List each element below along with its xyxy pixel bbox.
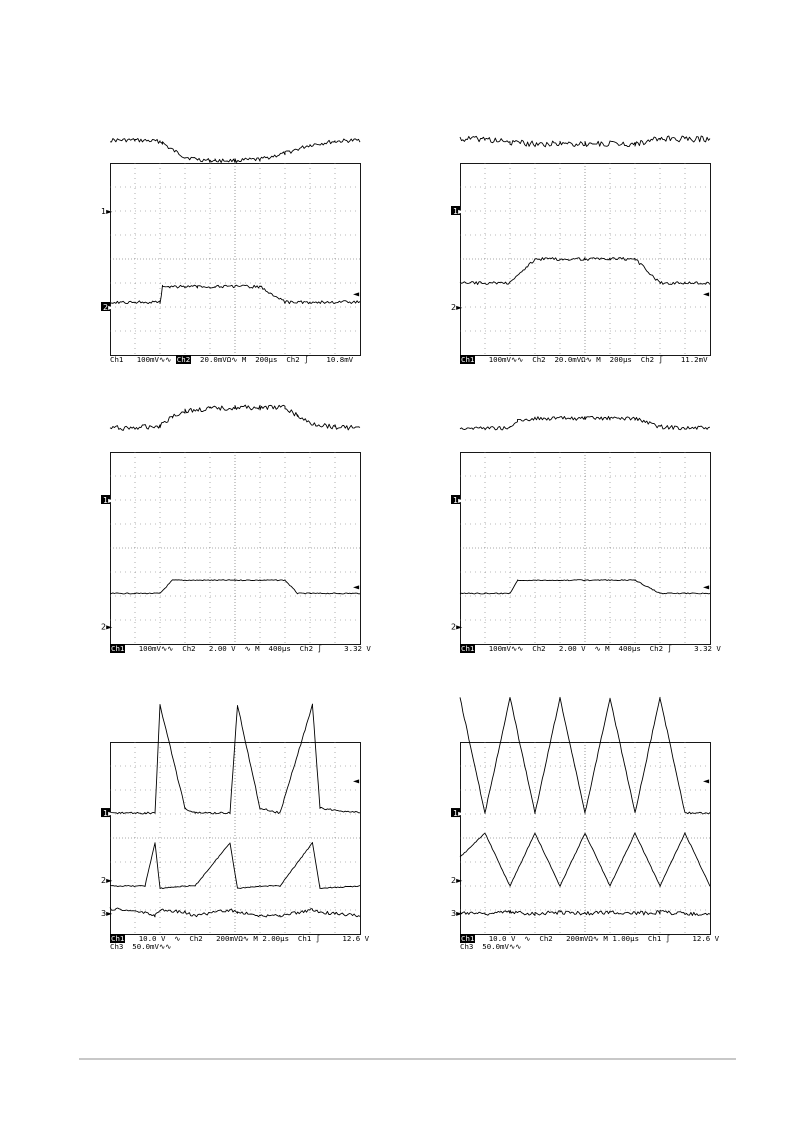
status-text: Ω∿ M 200µs Ch2 ∫ 10.8mV bbox=[226, 355, 354, 364]
scope-capture-6 bbox=[451, 742, 720, 951]
graticule-frame bbox=[111, 743, 361, 935]
graticule-frame bbox=[461, 453, 711, 645]
scope-screen bbox=[451, 452, 712, 644]
status-text: Ch1 100mV bbox=[110, 355, 159, 364]
trigger-level-marker: ◄ bbox=[703, 776, 710, 786]
status-text: ∿∿ bbox=[158, 355, 176, 364]
graticule-frame bbox=[111, 164, 361, 356]
status-text: 100mV∿∿ Ch2 2.00 V ∿ M 400µs Ch2 ∫ 3.32 V bbox=[475, 644, 721, 653]
scope-status-bar bbox=[460, 934, 720, 951]
channel-marker-1 bbox=[101, 808, 115, 818]
svg-text:2►: 2► bbox=[101, 622, 113, 632]
svg-text:1►: 1► bbox=[101, 207, 113, 216]
status-line bbox=[460, 943, 712, 951]
scope-screen bbox=[451, 163, 712, 355]
svg-text:1►: 1► bbox=[103, 496, 115, 505]
status-line bbox=[110, 356, 362, 364]
svg-text:2►: 2► bbox=[451, 303, 463, 312]
status-active-channel: Ch1 bbox=[111, 934, 125, 943]
svg-text:3►: 3► bbox=[451, 908, 463, 918]
scope-screen bbox=[101, 742, 362, 934]
scope-capture-4 bbox=[451, 452, 721, 656]
status-text: 10.0 V ∿ Ch2 200mVΩ∿ M 2.00µs Ch1 ∫ 12.6 V bbox=[125, 934, 370, 943]
svg-text:1►: 1► bbox=[103, 809, 115, 819]
channel-marker-1 bbox=[101, 207, 113, 216]
trigger-level-marker: ◄ bbox=[353, 289, 360, 299]
scope-screen bbox=[101, 163, 362, 355]
channel-marker-3 bbox=[451, 909, 463, 918]
status-line bbox=[460, 644, 721, 653]
channel-marker-2 bbox=[451, 876, 463, 885]
status-line bbox=[460, 356, 712, 364]
scope-status-bar bbox=[110, 356, 362, 364]
waveform-ch3 bbox=[110, 907, 360, 917]
trigger-level-marker: ◄ bbox=[703, 582, 710, 592]
scope-status-bar bbox=[460, 356, 712, 364]
status-active-channel: Ch1 bbox=[461, 355, 475, 364]
status-active-channel: Ch2 bbox=[176, 355, 191, 364]
status-line bbox=[110, 644, 371, 653]
trigger-level-marker: ◄ bbox=[703, 289, 710, 299]
status-active-channel: Ch1 bbox=[461, 644, 475, 653]
svg-text:1►: 1► bbox=[453, 207, 465, 216]
waveform-ch1 bbox=[110, 704, 360, 814]
waveform-ch3 bbox=[460, 910, 710, 915]
svg-text:2►: 2► bbox=[101, 876, 113, 886]
scope-screen bbox=[451, 742, 712, 934]
channel-marker-2 bbox=[101, 876, 113, 885]
status-active-channel: Ch1 bbox=[461, 934, 475, 943]
channel-marker-1 bbox=[451, 495, 465, 505]
waveform-ch1 bbox=[110, 405, 360, 430]
status-text: 100mV∿∿ Ch2 20.0mVΩ∿ M 200µs Ch2 ∫ 11.2mV bbox=[475, 355, 708, 364]
graticule-frame bbox=[111, 453, 361, 645]
svg-text:1►: 1► bbox=[453, 496, 465, 505]
scope-capture-2 bbox=[451, 163, 710, 367]
status-text: 100mV∿∿ Ch2 2.00 V ∿ M 400µs Ch2 ∫ 3.32 V bbox=[125, 644, 371, 653]
trigger-level-marker: ◄ bbox=[353, 776, 360, 786]
channel-marker-1 bbox=[101, 495, 115, 505]
status-active-channel: Ch1 bbox=[111, 644, 125, 653]
scope-status-bar bbox=[110, 934, 370, 951]
scope-status-bar bbox=[460, 644, 721, 653]
channel-marker-2 bbox=[451, 303, 463, 312]
svg-text:2►: 2► bbox=[451, 622, 463, 632]
status-text: 10.0 V ∿ Ch2 200mVΩ∿ M 1.00µs Ch1 ∫ 12.6 V bbox=[475, 934, 720, 943]
svg-text:2►: 2► bbox=[103, 303, 115, 312]
footer-divider bbox=[79, 1058, 736, 1060]
waveform-ch1 bbox=[460, 416, 710, 429]
trigger-level-marker: ◄ bbox=[353, 582, 360, 592]
graticule-frame bbox=[461, 743, 711, 935]
channel-marker-2 bbox=[101, 623, 113, 632]
channel-marker-2 bbox=[101, 302, 115, 312]
waveform-ch1 bbox=[110, 139, 360, 163]
scope-capture-1 bbox=[101, 163, 360, 367]
channel-marker-1 bbox=[451, 206, 465, 216]
waveform-ch2 bbox=[110, 285, 360, 303]
status-line bbox=[110, 943, 362, 951]
channel-marker-2 bbox=[451, 623, 463, 632]
status-text: Ch3 50.0mV∿∿ bbox=[460, 942, 522, 951]
svg-text:3►: 3► bbox=[101, 908, 113, 918]
status-text: 20.0mV bbox=[191, 355, 227, 364]
scope-status-bar bbox=[110, 644, 371, 653]
channel-marker-3 bbox=[101, 909, 113, 918]
scope-capture-3 bbox=[101, 452, 371, 656]
svg-text:1►: 1► bbox=[453, 809, 465, 819]
waveform-ch1 bbox=[460, 136, 710, 147]
scope-capture-5 bbox=[101, 742, 370, 951]
status-text: Ch3 50.0mV∿∿ bbox=[110, 942, 172, 951]
channel-marker-1 bbox=[451, 808, 465, 818]
scope-screen bbox=[101, 452, 362, 644]
svg-text:2►: 2► bbox=[451, 876, 463, 886]
